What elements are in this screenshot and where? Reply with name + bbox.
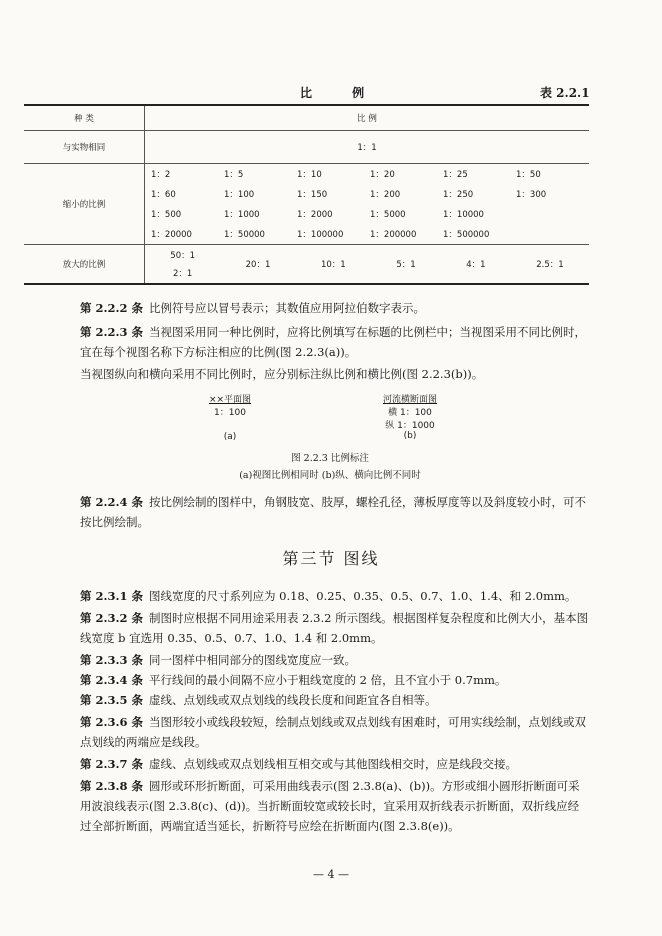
table-cell: 10：1 <box>320 260 346 270</box>
table-cell: 1：300 <box>516 190 547 200</box>
figure-a-label: (a) <box>223 432 237 442</box>
clause-number: 第 2.3.4 条 <box>80 673 144 687</box>
table-cell: 1：60 <box>151 190 176 200</box>
clause-text: 按比例绘制的图样中，角钢肢宽、肢厚，螺栓孔径，薄板厚度等以及斜度较小时，可不按比例绘制。 <box>80 495 587 529</box>
clause-2-3-2 <box>80 608 590 648</box>
table-cell: 1：10000 <box>443 210 484 220</box>
figure-caption: 图 2.2.3 比例标注 <box>291 453 369 464</box>
clause-2-2-4 <box>80 492 590 532</box>
table-cell: 1：150 <box>297 190 328 200</box>
table-cell: 50：1 <box>170 251 196 261</box>
table-cell: 4：1 <box>466 260 486 270</box>
table-cell <box>516 208 589 220</box>
table-number: 表 2.2.1 <box>540 86 590 100</box>
figure-b-title: 河流横断面图 <box>382 395 437 405</box>
clause-number: 第 2.3.1 条 <box>80 589 144 603</box>
table-cell: 1：500 <box>151 210 182 220</box>
clause-number: 第 2.3.3 条 <box>80 653 144 667</box>
clause-text: 虚线、点划线或双点划线相互相交或与其他图线相交时，应是线段交接。 <box>149 757 518 771</box>
page-number: — 4 — <box>313 868 349 881</box>
figure-subcaption: (a)视图比例相同时 (b)纵、横向比例不同时 <box>239 470 421 481</box>
clause-2-3-7 <box>80 754 590 774</box>
clause-2-3-8 <box>80 776 590 836</box>
scale-table <box>24 104 589 285</box>
clause-text: 制图时应根据不同用途采用表 2.3.2 所示图线。根据图样复杂程度和比例大小，基本图线宽度 b 宜选用 0.35、0.5、0.7、1.0、1.4 和 2.0mm。 <box>80 611 589 645</box>
table-cell: 1：500000 <box>443 230 490 240</box>
clause-number: 第 2.3.8 条 <box>80 779 144 793</box>
clause-text: 当图形较小或线段较短，绘制点划线或双点划线有困难时，可用实线绘制，点划线或双点划线的两端应是线段。 <box>80 715 587 749</box>
table-cell: 1：20 <box>370 170 395 180</box>
clause-2-3-6 <box>80 712 590 752</box>
table-cell: 1：250 <box>443 190 474 200</box>
clause-number: 第 2.2.3 条 <box>80 325 144 339</box>
table-cell: 1：25 <box>443 170 468 180</box>
table-cell: 1：1000 <box>224 210 260 220</box>
figure-b-scale-horizontal: 横 1：100 <box>388 408 432 418</box>
clause-text: 比例符号应以冒号表示；其数值应用阿拉伯数字表示。 <box>149 301 426 315</box>
clause-number: 第 2.2.2 条 <box>80 301 144 315</box>
clause-2-3-5 <box>80 690 590 710</box>
clause-number: 第 2.2.4 条 <box>80 495 144 509</box>
figure-a-title: ××平面图 <box>208 395 252 405</box>
clause-2-3-1 <box>80 586 590 606</box>
row-value-same: 1：1 <box>145 131 590 164</box>
table-cell: 1：20000 <box>151 230 192 240</box>
table-title: 比 例 <box>300 86 383 100</box>
header-kind: 种 类 <box>24 105 145 131</box>
clause-number: 第 2.3.5 条 <box>80 693 144 707</box>
table-cell: 2：1 <box>173 269 193 279</box>
table-cell: 5：1 <box>396 260 416 270</box>
clause-number: 第 2.3.6 条 <box>80 715 144 729</box>
small-scale-grid <box>145 168 589 240</box>
figure-a-scale: 1：100 <box>214 408 246 418</box>
clause-text: 虚线、点划线或双点划线的线段长度和间距宜各自相等。 <box>149 693 437 707</box>
clause-2-2-3-continuation <box>80 364 590 384</box>
table-cell <box>516 228 589 240</box>
large-scale-row <box>145 249 589 279</box>
table-cell: 1：100 <box>224 190 255 200</box>
table-cell: 20：1 <box>245 260 271 270</box>
clause-2-2-2 <box>80 298 590 318</box>
row-label-same: 与实物相同 <box>24 131 145 164</box>
clause-2-3-4 <box>80 670 590 690</box>
figure-b-label: (b) <box>403 431 417 441</box>
table-cell: 1：10 <box>297 170 322 180</box>
table-cell: 1：5 <box>224 170 244 180</box>
clause-text: 图线宽度的尺寸系列应为 0.18、0.25、0.35、0.5、0.7、1.0、1.4、和 2.0mm。 <box>149 589 577 603</box>
table-cell: 1：2 <box>151 170 171 180</box>
row-label-small: 缩小的比例 <box>24 164 145 245</box>
table-cell: 1：5000 <box>370 210 406 220</box>
table-cell: 2.5：1 <box>536 260 564 270</box>
clause-text: 当视图纵向和横向采用不同比例时，应分别标注纵比例和横比例(图 2.2.3(b))。 <box>80 367 484 381</box>
clause-text: 平行线间的最小间隔不应小于粗线宽度的 2 倍，且不宜小于 0.7mm。 <box>149 673 507 687</box>
clause-number: 第 2.3.7 条 <box>80 757 144 771</box>
header-scale: 比 例 <box>145 105 590 131</box>
figure-a <box>190 392 270 442</box>
section-title: 第三节 图线 <box>282 549 380 568</box>
figure-b-scale-vertical: 纵 1：1000 <box>385 421 435 431</box>
clause-2-2-3 <box>80 322 590 362</box>
table-cell: 1：2000 <box>297 210 333 220</box>
table-cell: 1：50000 <box>224 230 265 240</box>
row-label-large: 放大的比例 <box>24 245 145 285</box>
clause-text: 当视图采用同一种比例时，应将比例填写在标题的比例栏中；当视图采用不同比例时，宜在每个视图名称下方标注相应的比例(图 2.2.3(a))。 <box>80 325 587 359</box>
clause-text: 同一图样中相同部分的图线宽度应一致。 <box>149 653 357 667</box>
clause-text: 圆形或环形折断面，可采用曲线表示(图 2.3.8(a)、(b))。方形或细小圆形折断面可采用波浪线表示(图 2.3.8(c)、(d))。当折断面较宽或较长时，宜采用双折线表示折断面，双折线应经过全部折断面，两端宜适当延长，折断符号应绘在折断面内(图 2.3.8(e))。 <box>80 779 580 833</box>
figure-b <box>365 392 455 441</box>
table-cell: 1：200000 <box>370 230 417 240</box>
table-cell: 1：200 <box>370 190 401 200</box>
clause-2-3-3 <box>80 650 590 670</box>
table-cell: 1：100000 <box>297 230 344 240</box>
table-cell: 1：50 <box>516 170 541 180</box>
clause-number: 第 2.3.2 条 <box>80 611 144 625</box>
